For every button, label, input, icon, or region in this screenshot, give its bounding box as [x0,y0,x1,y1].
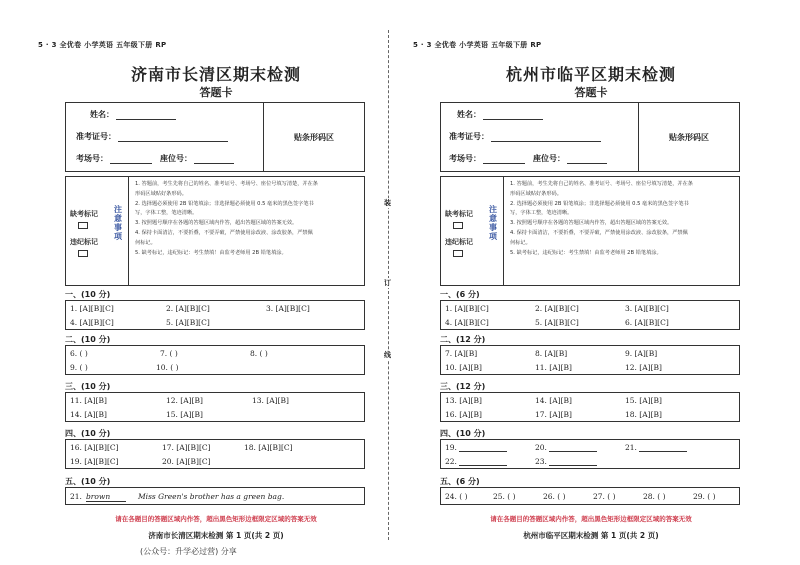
answer-item[interactable]: 25. ( ) [493,492,516,501]
room-label: 考场号： [449,154,481,163]
section-1 [65,289,365,330]
section-body [440,300,740,330]
rule-line: 1. 答题前，考生先将自己的姓名、准考证号、考场号、座位号填写清楚，并在条 [510,181,693,187]
exam-no-label: 准考证号： [449,132,489,141]
choice-item[interactable]: 12. [A][B] [625,363,662,372]
section-2 [65,334,365,375]
series-header: 5 · 3 全优卷 小学英语 五年级下册 RP [413,41,542,49]
section-label: 一、(10 分) [65,290,111,299]
choice-item[interactable]: 8. [A][B] [535,349,568,358]
answer-item[interactable]: 24. ( ) [445,492,468,501]
choice-item[interactable]: 7. [A][B] [445,349,478,358]
seat-field[interactable] [194,154,234,164]
choice-item[interactable]: 14. [A][B] [535,396,572,405]
name-label: 姓名： [457,110,481,119]
violation-checkbox[interactable] [78,250,88,257]
absent-checkbox[interactable] [78,222,88,229]
section-label: 四、(10 分) [440,429,486,438]
rule-line: 形码区域贴好条形码。 [510,190,562,197]
answer-sheet-right [405,0,777,565]
section-3 [440,381,740,422]
section-4 [65,428,365,469]
answer-item[interactable]: 7. ( ) [160,349,178,358]
section-label: 三、(10 分) [65,382,111,391]
answer-item[interactable]: 8. ( ) [250,349,268,358]
binding-word: 订 [384,279,391,287]
seat-label: 座位号： [533,154,565,163]
seat-label: 座位号： [160,154,192,163]
choice-item[interactable]: 9. [A][B] [625,349,658,358]
student-info-box [440,102,740,172]
rules-list [503,177,735,285]
choice-item[interactable]: 16. [A][B] [445,410,482,419]
rule-line: 2. 选择题必须使用 2B 铅笔填涂；非选择题必须使用 0.5 毫米的黑色签字笔书 [510,200,689,207]
section-label: 三、(12 分) [440,382,486,391]
rule-line: 4. 保持卡面清洁，不要折叠，不要弄破，严禁使用涂改液、涂改胶条，严禁佩 [510,229,688,236]
name-label: 姓名： [90,110,114,119]
rule-line: 5. 缺考标记，违纪标记：考生禁填！由监考老师用 2B 铅笔填涂。 [135,249,287,256]
notice-label: 注意事项 [489,205,497,241]
section-body [65,487,365,505]
choice-item[interactable]: 12. [A][B] [166,396,203,405]
choice-item[interactable]: 6. [A][B][C] [625,318,669,327]
name-field[interactable] [483,110,543,120]
choice-item[interactable]: 2. [A][B][C] [535,304,579,313]
absent-mark: 缺考标记 [70,209,98,229]
section-label: 二、(10 分) [65,335,111,344]
choice-item[interactable]: 20. [A][B][C] [162,457,211,466]
answer-item[interactable]: 6. ( ) [70,349,88,358]
rule-line: 1. 答题前，考生先将自己的姓名、准考证号、考场号、座位号填写清楚，并在条 [135,181,318,187]
section-body [440,439,740,469]
section-body [440,487,740,505]
fill-item: 22. [445,457,507,466]
choice-item[interactable]: 16. [A][B][C] [70,443,119,452]
question-number: 21. [70,492,82,501]
violation-mark: 违纪标记 [445,237,473,257]
choice-item[interactable]: 3. [A][B][C] [266,304,310,313]
choice-item[interactable]: 3. [A][B][C] [625,304,669,313]
sheet-title: 济南市长清区期末检测 [130,65,301,84]
choice-item[interactable]: 13. [A][B] [252,396,289,405]
section-body [440,345,740,375]
answer-item[interactable]: 9. ( ) [70,363,88,372]
section-body [65,392,365,422]
choice-item[interactable]: 17. [A][B][C] [162,443,211,452]
series-header: 5 · 3 全优卷 小学英语 五年级下册 RP [38,41,167,49]
sentence-text: Miss Green's brother has a green bag. [138,492,285,501]
exam-no-field[interactable] [491,132,601,142]
rule-line: 何标记。 [510,239,531,246]
section-label: 一、(6 分) [440,290,480,299]
section-5 [65,476,365,505]
name-field[interactable] [116,110,176,120]
rule-line: 写，字体工整，笔迹清晰。 [135,210,198,217]
choice-item[interactable]: 4. [A][B][C] [445,318,489,327]
binding-word: 装 [384,199,391,207]
section-5 [440,476,740,505]
choice-item[interactable]: 4. [A][B][C] [70,318,114,327]
fill-item: 19. [445,443,507,452]
notice-box [440,176,740,286]
answer-item[interactable]: 27. ( ) [593,492,616,501]
room-field[interactable] [110,154,152,164]
choice-item[interactable]: 17. [A][B] [535,410,572,419]
choice-item[interactable]: 14. [A][B] [70,410,107,419]
notice-box [65,176,365,286]
fill-item: 20. [535,443,597,452]
section-3 [65,381,365,422]
choice-item[interactable]: 15. [A][B] [625,396,662,405]
exam-no-label: 准考证号： [76,132,116,141]
room-seat-row [76,153,234,164]
choice-item[interactable]: 10. [A][B] [445,363,482,372]
violation-checkbox[interactable] [453,250,463,257]
fill-blank[interactable] [459,457,507,466]
rules-list [128,177,360,285]
notice-label: 注意事项 [114,205,122,241]
choice-item[interactable]: 18. [A][B] [625,410,662,419]
binding-word: 线 [384,351,391,359]
boundary-note: 请在各题目的答题区域内作答，超出黑色矩形边框限定区域的答案无效 [115,515,317,523]
section-1 [440,289,740,330]
section-label: 五、(10 分) [65,477,111,486]
name-row [457,109,543,120]
seat-field[interactable] [567,154,607,164]
sheet-subtitle: 答题卡 [199,86,233,99]
choice-item[interactable]: 11. [A][B] [70,396,107,405]
section-label: 二、(12 分) [440,335,486,344]
room-field[interactable] [483,154,525,164]
boundary-note: 请在各题目的答题区域内作答，超出黑色矩形边框限定区域的答案无效 [490,515,692,523]
name-row [90,109,176,120]
rule-line: 何标记。 [135,239,156,246]
choice-item[interactable]: 11. [A][B] [535,363,572,372]
choice-item[interactable]: 1. [A][B][C] [70,304,114,313]
choice-item[interactable]: 2. [A][B][C] [166,304,210,313]
fill-item: 23. [535,457,597,466]
fill-blank[interactable] [549,443,597,452]
rule-line: 3. 按照题号顺序在各题的答题区域内作答，超出答题区域的答案无效。 [135,220,298,227]
violation-mark: 违纪标记 [70,237,98,257]
marks-area [66,177,112,285]
rule-line: 3. 按照题号顺序在各题的答题区域内作答，超出答题区域的答案无效。 [510,220,673,227]
student-info-box [65,102,365,172]
page-footer: 济南市长清区期末检测 第 1 页(共 2 页) [148,531,284,540]
choice-item[interactable]: 5. [A][B][C] [535,318,579,327]
rule-line: 写，字体工整，笔迹清晰。 [510,210,573,217]
choice-item[interactable]: 19. [A][B][C] [70,457,119,466]
rule-line: 形码区域贴好条形码。 [135,190,187,197]
section-body [65,439,365,469]
absent-checkbox[interactable] [453,222,463,229]
fill-blank[interactable] [459,443,507,452]
barcode-area: 贴条形码区 [263,103,364,171]
choice-item[interactable]: 18. [A][B][C] [244,443,293,452]
section-label: 五、(6 分) [440,477,480,486]
fill-blank[interactable] [549,457,597,466]
absent-mark: 缺考标记 [445,209,473,229]
watermark-text: (公众号：升学必过营) 分享 [140,547,237,556]
answer-field[interactable]: brown [86,492,126,502]
rule-line: 5. 缺考标记，违纪标记：考生禁填！由监考老师用 2B 铅笔填涂。 [510,249,662,256]
room-label: 考场号： [76,154,108,163]
answer-item[interactable]: 26. ( ) [543,492,566,501]
choice-item[interactable]: 15. [A][B] [166,410,203,419]
section-body [65,300,365,330]
fill-item: 21. [625,443,687,452]
choice-item[interactable]: 5. [A][B][C] [166,318,210,327]
choice-item[interactable]: 13. [A][B] [445,396,482,405]
exam-no-field[interactable] [118,132,228,142]
answer-item[interactable]: 29. ( ) [693,492,716,501]
rule-line: 2. 选择题必须使用 2B 铅笔填涂；非选择题必须使用 0.5 毫米的黑色签字笔书 [135,200,314,207]
answer-sheet-left [30,0,402,565]
section-label: 四、(10 分) [65,429,111,438]
section-2 [440,334,740,375]
fill-blank[interactable] [639,443,687,452]
answer-item[interactable]: 10. ( ) [156,363,179,372]
marks-area [441,177,487,285]
page-footer: 杭州市临平区期末检测 第 1 页(共 2 页) [523,531,659,540]
answer-item[interactable]: 28. ( ) [643,492,666,501]
sheet-title: 杭州市临平区期末检测 [505,65,676,84]
choice-item[interactable]: 1. [A][B][C] [445,304,489,313]
exam-no-row [76,131,228,142]
section-body [440,392,740,422]
section-4 [440,428,740,469]
barcode-area: 贴条形码区 [638,103,739,171]
sheet-subtitle: 答题卡 [574,86,608,99]
section-body [65,345,365,375]
rule-line: 4. 保持卡面清洁，不要折叠，不要弄破，严禁使用涂改液、涂改胶条，严禁佩 [135,229,313,236]
exam-no-row [449,131,601,142]
room-seat-row [449,153,607,164]
